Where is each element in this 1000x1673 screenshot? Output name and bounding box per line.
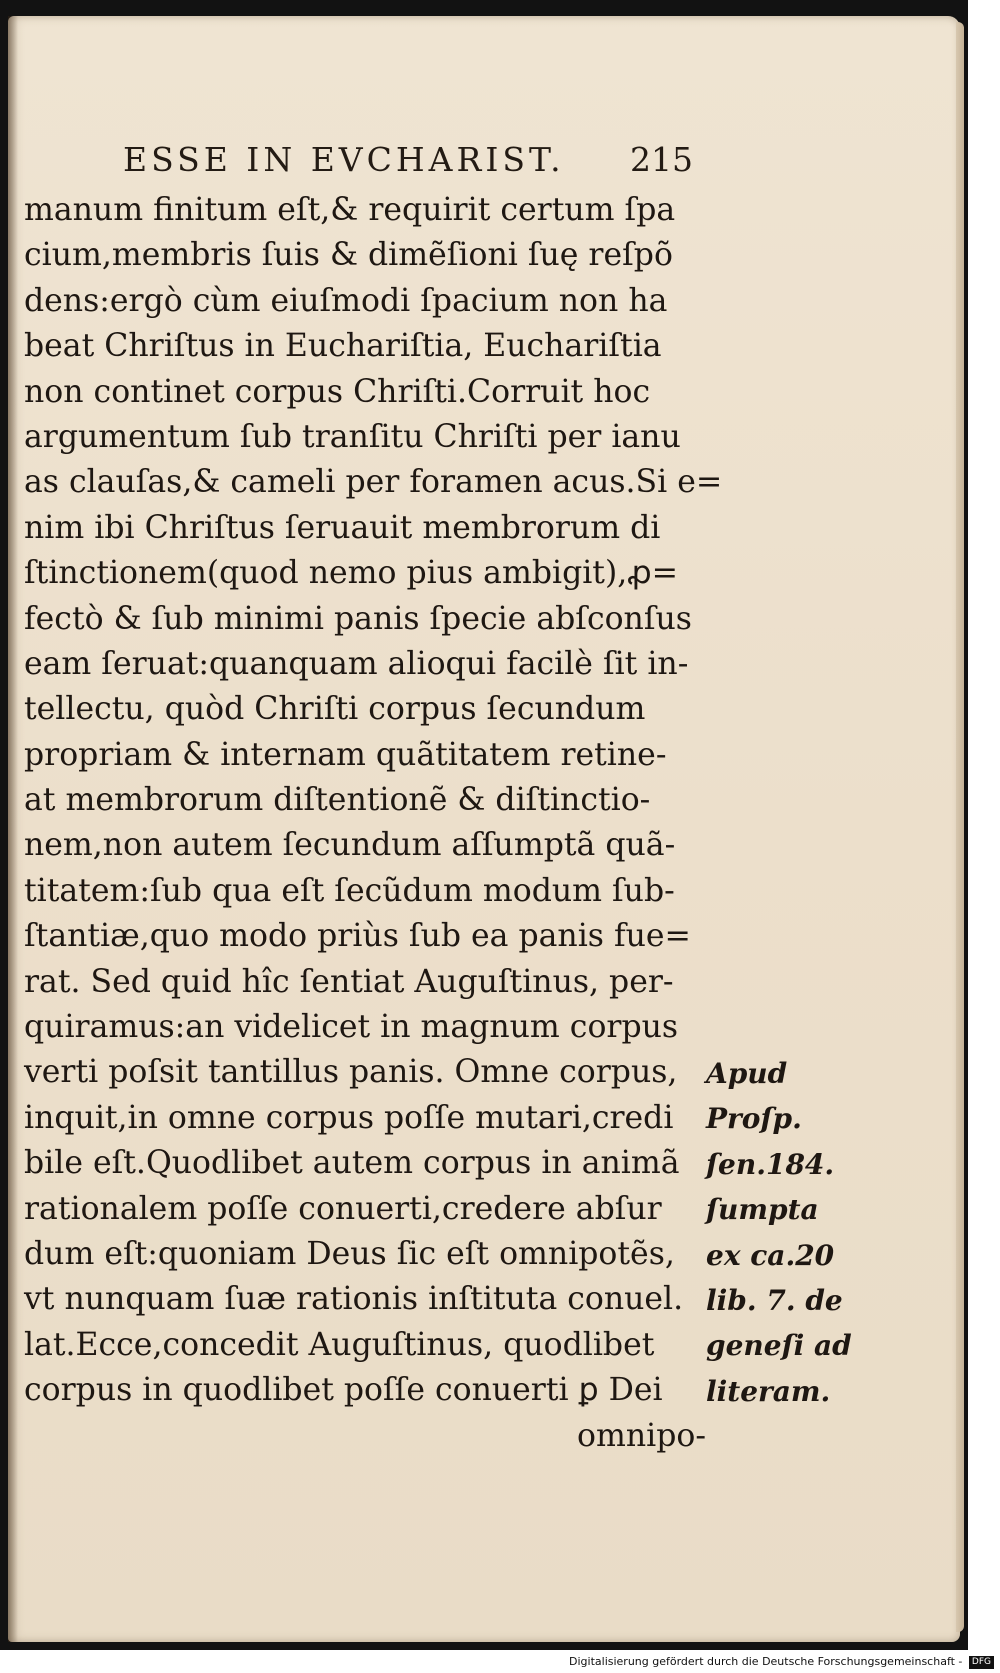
text-line: argumentum ſub tranſitu Chriſti per ianu xyxy=(24,418,681,455)
text-line: at membrorum diſtentionẽ & diſtinctio- xyxy=(24,782,651,819)
text-line: nim ibi Chriſtus ſeruauit membrorum di xyxy=(24,509,661,546)
text-line: beat Chriſtus in Euchariſtia, Euchariſtia xyxy=(24,328,662,365)
text-line: propriam & internam quãtitatem retine- xyxy=(24,736,667,773)
text-line: bile eſt.Quodlibet autem corpus in animã xyxy=(24,1145,680,1182)
text-line: verti poſsit tantillus panis. Omne corpus, xyxy=(24,1054,678,1091)
marginal-note: Apud xyxy=(706,1057,788,1090)
dfg-logo: DFG xyxy=(969,1656,994,1669)
text-line: nem,non autem ſecundum aſſumptã quã- xyxy=(24,827,676,864)
text-line: titatem:ſub qua eſt ſecũdum modum ſub- xyxy=(24,872,675,909)
page-header xyxy=(123,140,693,186)
marginal-note: lib. 7. de xyxy=(706,1283,843,1317)
text-line: as clauſas,& cameli per foramen acus.Si e= xyxy=(24,464,723,501)
marginal-note: ſen.184. xyxy=(706,1147,835,1181)
catchword: omnipo- xyxy=(577,1417,706,1454)
page-number: 215 xyxy=(630,140,693,179)
digitization-credit xyxy=(569,1652,994,1672)
running-head: ESSE IN EVCHARIST. xyxy=(123,140,565,179)
book-page xyxy=(8,16,960,1642)
text-line: non continet corpus Chriſti.Corruit hoc xyxy=(24,373,651,410)
text-line: corpus in quodlibet poſſe conuerti ꝑ Dei xyxy=(24,1372,663,1409)
text-line: dens:ergò cùm eiuſmodi ſpacium non ha xyxy=(24,282,668,319)
text-line: eam ſeruat:quanquam alioqui facilè ſit in- xyxy=(24,645,689,682)
body-text xyxy=(24,188,724,1459)
text-line: ſtinctionem(quod nemo pius ambigit),ꝓ= xyxy=(24,555,679,592)
text-line: vt nunquam ſuæ rationis inſtituta conuel. xyxy=(24,1281,684,1318)
text-line: inquit,in omne corpus poſſe mutari,credi xyxy=(24,1099,674,1136)
credit-text: Digitalisierung gefördert durch die Deutsche Forschungsgemeinschaft - xyxy=(569,1655,963,1668)
marginal-note: geneſi ad xyxy=(706,1329,852,1363)
text-line: rat. Sed quid hîc ſentiat Auguſtinus, per- xyxy=(24,963,674,1000)
text-line: tellectu, quòd Chriſti corpus ſecundum xyxy=(24,691,646,728)
text-line: quiramus:an videlicet in magnum corpus xyxy=(24,1009,679,1046)
text-line: lat.Ecce,concedit Auguſtinus, quodlibet xyxy=(24,1326,655,1363)
text-line: rationalem poſſe conuerti,credere abſur xyxy=(24,1190,662,1227)
text-line: ſtantiæ,quo modo priùs ſub ea panis fue= xyxy=(24,918,691,955)
text-line: dum eſt:quoniam Deus ſic eſt omnipotẽs, xyxy=(24,1235,675,1272)
marginal-note: ex ca.20 xyxy=(706,1238,835,1272)
page-edge xyxy=(956,22,964,1632)
marginal-notes xyxy=(706,1051,856,1414)
marginal-note: literam. xyxy=(706,1374,831,1408)
text-line: cium,membris ſuis & dimẽſioni ſuę reſpõ xyxy=(24,237,673,274)
text-line: manum finitum eſt,& requirit certum ſpa xyxy=(24,192,676,228)
page-gutter-shadow xyxy=(8,16,18,1642)
marginal-note: Proſp. xyxy=(706,1102,802,1136)
text-line: fectò & ſub minimi panis ſpecie abſconſus xyxy=(24,600,692,637)
marginal-note: ſumpta xyxy=(706,1193,819,1227)
